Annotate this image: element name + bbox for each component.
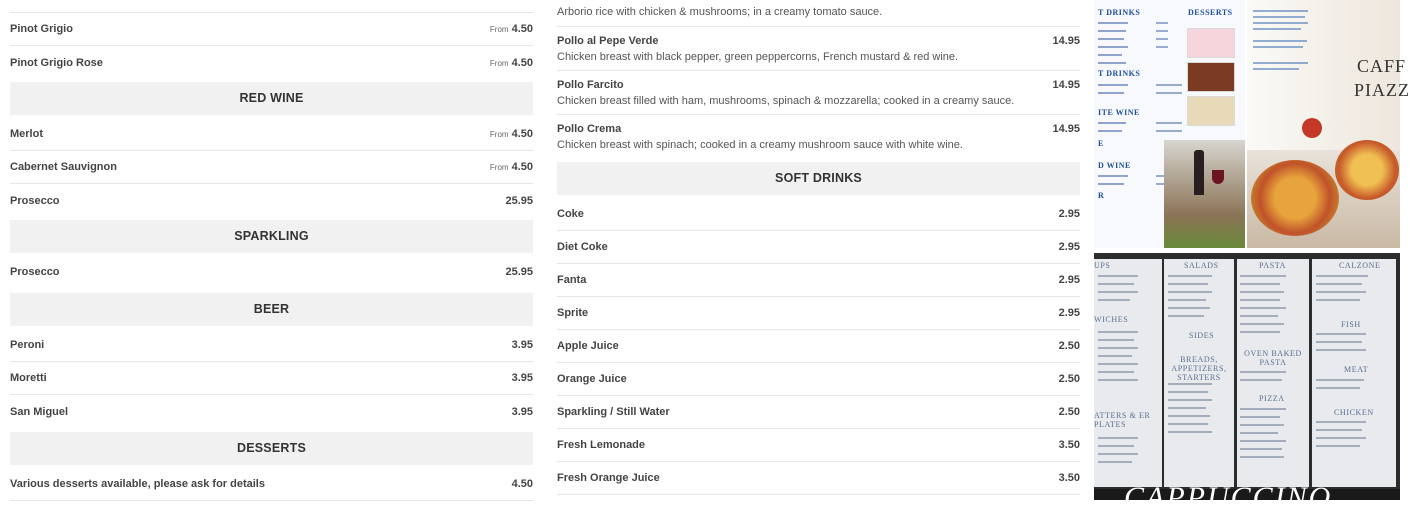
menu-row xyxy=(10,467,533,501)
board-heading: SALADS xyxy=(1184,261,1219,270)
menu-heading-text: DESSERTS xyxy=(1188,8,1233,17)
section-heading-desserts: DESSERTS xyxy=(10,432,533,465)
drink-row xyxy=(557,429,1080,462)
section-heading-red-wine: RED WINE xyxy=(10,82,533,115)
drink-row xyxy=(557,363,1080,396)
board-heading: CALZONE xyxy=(1339,261,1381,270)
item-name: San Miguel xyxy=(10,405,69,418)
dish-name: Pollo al Pepe Verde xyxy=(557,35,659,47)
drink-row xyxy=(557,231,1080,264)
item-name: Orange Juice xyxy=(557,373,627,385)
item-name: Various desserts available, please ask for details xyxy=(10,477,265,490)
menu-row xyxy=(10,151,533,184)
pizza-info-text xyxy=(1253,10,1313,70)
dish-row xyxy=(557,71,1080,115)
board-heading: CHICKEN xyxy=(1334,408,1374,417)
section-heading-soft-drinks: SOFT DRINKS xyxy=(557,162,1080,195)
menu-row xyxy=(10,13,533,46)
menu-row xyxy=(10,184,533,217)
drink-row xyxy=(557,297,1080,330)
drink-row xyxy=(557,197,1080,231)
cafe-name-text: PIAZZ xyxy=(1354,80,1410,100)
drink-row xyxy=(557,462,1080,495)
item-price: 3.95 xyxy=(511,405,533,418)
item-price: 2.95 xyxy=(1058,241,1080,253)
item-name: Pinot Grigio xyxy=(10,23,73,35)
board-heading: OVEN BAKED PASTA xyxy=(1244,349,1302,367)
pizza-photo xyxy=(1335,140,1399,200)
item-name: Coke xyxy=(557,207,584,220)
tomato-shape xyxy=(1302,118,1322,138)
menu-heading-text: R xyxy=(1098,191,1105,200)
item-name: Moretti xyxy=(10,372,47,384)
item-name: Apple Juice xyxy=(557,340,619,352)
item-price: From 4.50 xyxy=(489,56,533,69)
section-heading-beer: BEER xyxy=(10,293,533,326)
item-price: 2.50 xyxy=(1058,406,1080,418)
gallery-image-menu-board[interactable] xyxy=(1094,253,1400,500)
board-heading: WICHES xyxy=(1094,315,1129,324)
item-name: Diet Coke xyxy=(557,241,608,253)
item-name: Fanta xyxy=(557,274,587,286)
item-name: Sprite xyxy=(557,307,589,319)
dessert-photo xyxy=(1187,28,1235,58)
drink-row xyxy=(557,330,1080,363)
wine-glass-shape xyxy=(1212,170,1224,184)
dish-row xyxy=(557,27,1080,71)
dish-row-partial xyxy=(557,0,1080,27)
dish-description: Chicken breast with spinach; cooked in a creamy mushroom sauce with white wine. xyxy=(557,139,963,151)
item-price: 2.95 xyxy=(1058,207,1080,220)
menu-row xyxy=(10,46,533,79)
dessert-photo xyxy=(1187,96,1235,126)
from-label: From xyxy=(489,58,509,68)
item-name: Prosecco xyxy=(10,194,60,207)
menu-heading-text: E xyxy=(1098,139,1104,148)
board-heading: SIDES xyxy=(1189,331,1215,340)
menu-heading-text: ITE WINE xyxy=(1098,108,1140,117)
board-heading: PIZZA xyxy=(1259,394,1285,403)
item-price: 3.95 xyxy=(511,338,533,351)
item-name: Cabernet Sauvignon xyxy=(10,161,117,173)
menu-row xyxy=(10,117,533,151)
board-heading: FISH xyxy=(1341,320,1361,329)
menu-row-partial xyxy=(10,0,533,13)
gallery-image-pizza-sign[interactable] xyxy=(1247,0,1410,248)
item-price: 2.95 xyxy=(1058,274,1080,286)
board-heading: MEAT xyxy=(1344,365,1369,374)
dish-price: 14.95 xyxy=(1052,79,1080,91)
food-menu-column xyxy=(557,0,1080,495)
item-price: 3.95 xyxy=(511,372,533,384)
menu-heading-text: D WINE xyxy=(1098,161,1131,170)
dish-row xyxy=(557,115,1080,160)
menu-row xyxy=(10,395,533,428)
dessert-photo xyxy=(1187,62,1235,92)
pizza-photo xyxy=(1251,160,1339,236)
drink-row xyxy=(557,264,1080,297)
board-heading: BREADS, APPETIZERS, STARTERS xyxy=(1171,355,1227,382)
dish-name: Pollo Farcito xyxy=(557,79,624,91)
menu-heading-text: T DRINKS xyxy=(1098,8,1141,17)
board-heading: PASTA xyxy=(1259,261,1286,270)
menu-heading-text: T DRINKS xyxy=(1098,69,1141,78)
item-price: 2.50 xyxy=(1058,340,1080,352)
item-price: 4.50 xyxy=(511,477,533,490)
cappuccino-sign-text: CAPPUCCINO xyxy=(1124,481,1333,514)
item-price: 25.95 xyxy=(505,266,533,278)
cafe-name-text: CAFF xyxy=(1357,56,1407,76)
menu-row xyxy=(10,362,533,395)
section-heading-sparkling: SPARKLING xyxy=(10,220,533,253)
item-price: 3.50 xyxy=(1058,472,1080,484)
item-price: From 4.50 xyxy=(489,23,533,35)
photo-gallery xyxy=(1094,0,1410,514)
dish-description: Chicken breast with black pepper, green peppercorns, French mustard & red wine. xyxy=(557,51,959,63)
dish-price: 14.95 xyxy=(1052,35,1080,47)
item-price: 25.95 xyxy=(505,194,533,207)
item-price: 2.50 xyxy=(1058,373,1080,385)
gallery-image-printed-menu[interactable] xyxy=(1094,0,1245,248)
dish-name: Pollo Crema xyxy=(557,123,622,135)
item-name: Sparkling / Still Water xyxy=(557,406,670,418)
from-label: From xyxy=(489,129,509,139)
item-name: Fresh Orange Juice xyxy=(557,472,660,484)
item-name: Fresh Lemonade xyxy=(557,439,646,451)
menu-row xyxy=(10,255,533,289)
item-name: Pinot Grigio Rose xyxy=(10,56,103,69)
wine-bottle-shape xyxy=(1194,150,1204,195)
dish-description: Chicken breast filled with ham, mushrooms, spinach & mozzarella; cooked in a creamy sauce. xyxy=(557,95,1015,107)
item-name: Peroni xyxy=(10,338,45,351)
board-heading: UPS xyxy=(1094,261,1111,270)
dish-price: 14.95 xyxy=(1052,123,1080,135)
item-name: Merlot xyxy=(10,127,43,140)
from-label: From xyxy=(489,25,509,34)
item-price: From 4.50 xyxy=(489,127,533,140)
item-price: 3.50 xyxy=(1058,439,1080,451)
drinks-menu-column xyxy=(10,0,533,501)
menu-row xyxy=(10,328,533,362)
item-price: From 4.50 xyxy=(489,161,533,173)
wine-barrel-photo xyxy=(1164,140,1245,248)
item-price: 2.95 xyxy=(1058,307,1080,319)
item-name: Prosecco xyxy=(10,266,60,278)
drink-row xyxy=(557,396,1080,429)
from-label: From xyxy=(489,163,509,172)
dish-description: Arborio rice with chicken & mushrooms; in a creamy tomato sauce. xyxy=(557,6,883,18)
board-heading: ATTERS & ER PLATES xyxy=(1094,411,1151,429)
